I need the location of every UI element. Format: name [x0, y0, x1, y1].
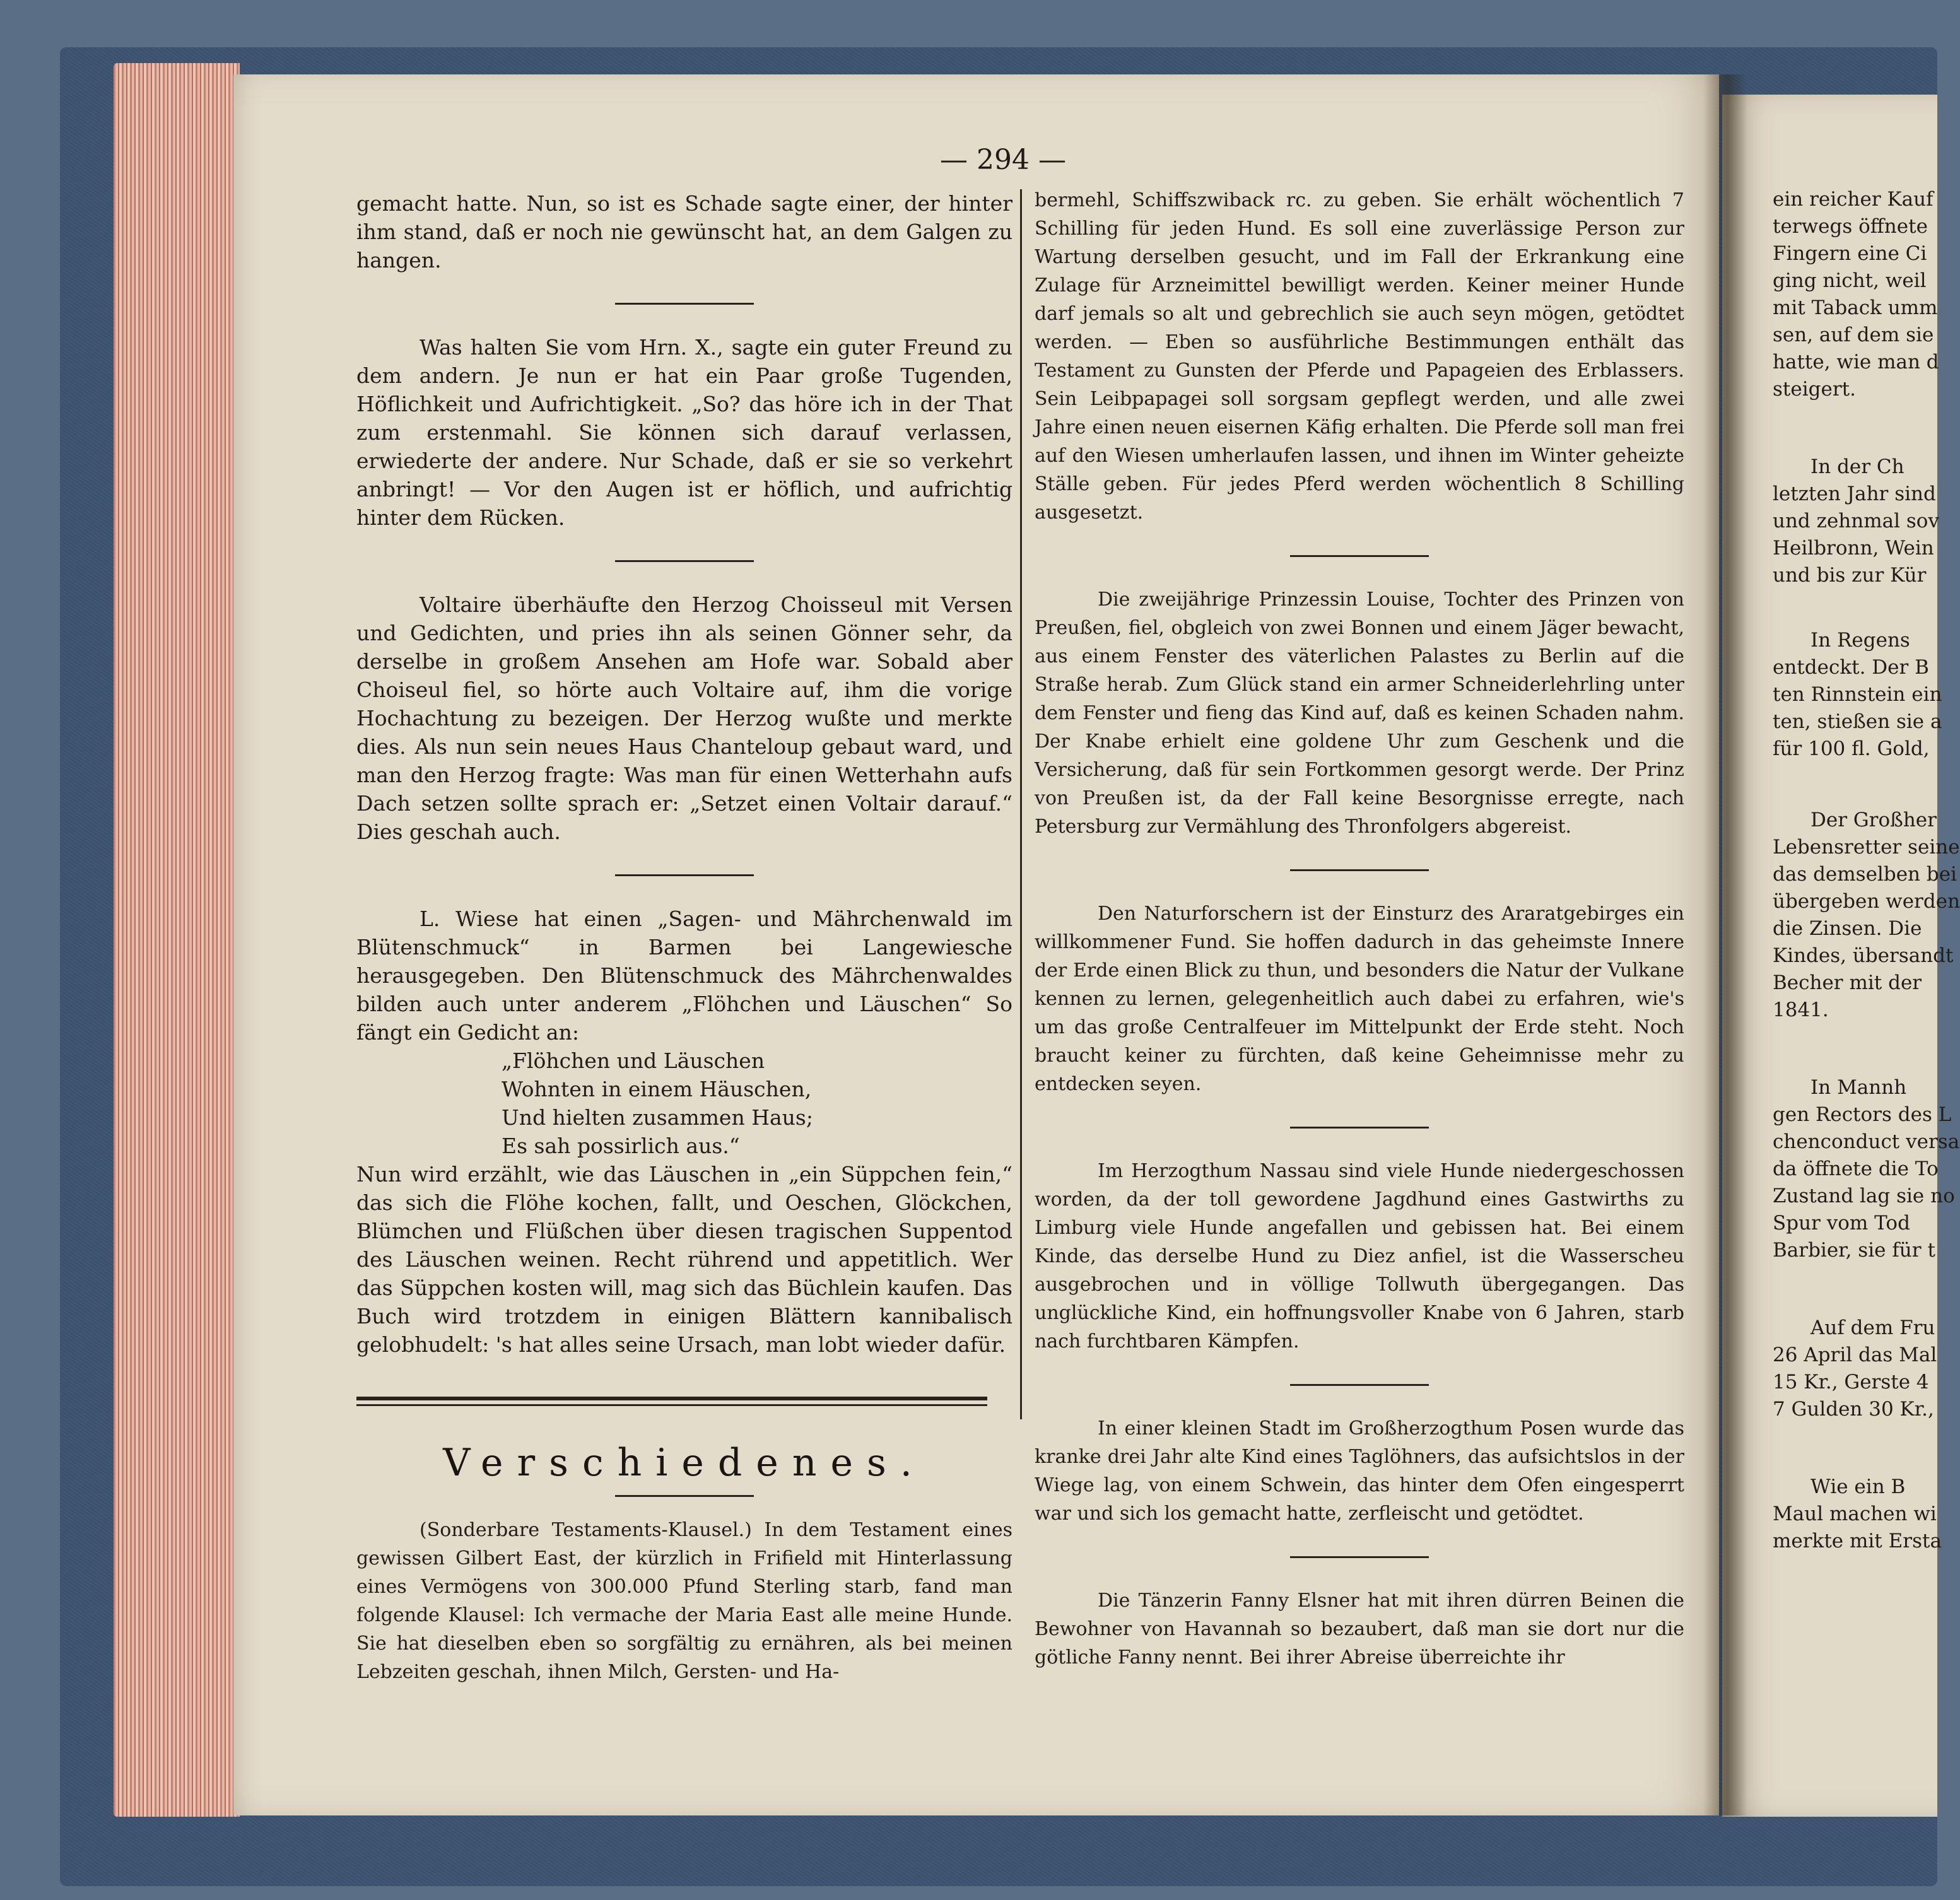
text-line: merkte mit Ersta: [1773, 1530, 1942, 1552]
page-edges: [114, 63, 240, 1817]
text-line: Maul machen wi: [1773, 1503, 1937, 1525]
poem-line: Es sah possirlich aus.“: [502, 1134, 740, 1158]
separator-rule: [1290, 1127, 1429, 1129]
text-line: Fingern eine Ci: [1773, 242, 1927, 265]
separator-rule: [615, 303, 754, 305]
text-line: Becher mit der: [1773, 971, 1922, 994]
column-divider: [1020, 189, 1022, 1419]
paragraph: Die zweijährige Prinzessin Louise, Tochter des Prinzen von Preußen, fiel, obgleich von zwei Bonnen und einem Jäger bewacht, aus einem Fenster des väterlichen Palastes zu Berlin auf die Straße herab. Zum Glück stand ein armer Schneiderlehrling unter dem Fenster und fieng das Kind auf, daß es keinen Schaden nahm. Der Knabe erhielt eine goldene Uhr zum Geschenk und die Versicherung, daß für sein Fortkommen gesorgt werde. Der Prinz von Preußen ist, da der Fall keine Besorgnisse erregte, nach Petersburg zur Vermählung des Thronfolgers abgereist.: [1035, 589, 1684, 838]
text-line: steigert.: [1773, 378, 1856, 401]
separator-rule: [1290, 555, 1429, 557]
text-line: Der Großher: [1810, 809, 1937, 831]
book-gutter: [1703, 74, 1747, 1815]
text-line: Zustand lag sie no: [1773, 1185, 1955, 1207]
paragraph: Was halten Sie vom Hrn. X., sagte ein guter Freund zu dem andern. Je nun er hat ein Paar große Tugenden, Höflichkeit und Aufrichtigkeit. „So? das höre ich in der That zum erstenmahl. Sie können sich darauf verlassen, erwiederte der andere. Nur Schade, daß er sie so verkehrt anbringt! — Vor den Augen ist er höflich, und aufrichtig hinter dem Rücken.: [356, 335, 1012, 530]
section-rule-thin: [356, 1404, 987, 1406]
text-line: Barbier, sie für t: [1773, 1239, 1935, 1262]
text-line: und bis zur Kür: [1773, 564, 1927, 587]
text-line: ten, stießen sie a: [1773, 710, 1942, 733]
text-line: In der Ch: [1810, 455, 1904, 478]
heading-rule: [615, 1495, 754, 1497]
paragraph: Nun wird erzählt, wie das Läuschen in „ein Süppchen fein,“ das sich die Flöhe kochen, fallt, und Oeschen, Glöckchen, Blümchen und Flüßchen über diesen tragischen Suppentod des Läuschen weinen. Recht rührend und appetitlich. Wer das Süppchen kosten will, mag sich das Büchlein kaufen. Das Buch wird trotzdem in einigen Blättern kannibalisch gelobhudelt: 's hat alles seine Ursach, man lobt wieder dafür.: [356, 1162, 1012, 1357]
paragraph: Den Naturforschern ist der Einsturz des Araratgebirges ein willkommener Fund. Sie hoffen dadurch in das geheimste Innere der Erde einen Blick zu thun, und besonders die Natur der Vulkane kennen zu lernen, gelegenheitlich auch dabei zu erfahren, wie's um das große Centralfeuer im Mittelpunkt der Erde steht. Noch braucht keiner zu fürchten, daß keine Geheimnisse mehr zu entdecken seyen.: [1035, 903, 1684, 1095]
paragraph: (Sonderbare Testaments-Klausel.) In dem Testament eines gewissen Gilbert East, der kürzlich in Frifield mit Hinterlassung eines Vermögens von 300.000 Pfund Sterling starb, fand man folgende Klausel: Ich vermache der Maria East alle meine Hunde. Sie hat dieselben eben so sorgfältig zu ernähren, als bei meinen Lebzeiten geschah, ihnen Milch, Gersten- und Ha-: [356, 1519, 1012, 1683]
paragraph: Voltaire überhäufte den Herzog Choisseul mit Versen und Gedichten, und pries ihn als seinen Gönner sehr, da derselbe in großem Ansehen am Hofe war. Sobald aber Choiseul fiel, so hörte auch Voltaire auf, ihm die vorige Hochachtung zu bezeigen. Der Herzog wußte und merkte dies. Als nun sein neues Haus Chanteloup gebaut ward, und man den Herzog fragte: Was man für einen Wetterhahn aufs Dach setzen sollte sprach er: „Setzet einen Voltair darauf.“ Dies geschah auch.: [356, 592, 1012, 844]
text-line: 26 April das Mal: [1773, 1344, 1937, 1366]
text-line: In Regens: [1810, 629, 1910, 652]
text-line: für 100 fl. Gold,: [1773, 737, 1930, 760]
text-line: Wie ein B: [1810, 1475, 1906, 1498]
text-line: Spur vom Tod: [1773, 1212, 1910, 1234]
separator-rule: [1290, 1556, 1429, 1558]
text-line: die Zinsen. Die: [1773, 917, 1922, 940]
text-line: 1841.: [1773, 999, 1829, 1021]
text-line: Heilbronn, Wein: [1773, 537, 1934, 560]
separator-rule: [1290, 869, 1429, 871]
text-line: übergeben werden: [1773, 890, 1960, 913]
separator-rule: [1290, 1384, 1429, 1386]
text-line: da öffnete die To: [1773, 1158, 1939, 1180]
text-line: 15 Kr., Gerste 4: [1773, 1371, 1929, 1393]
text-line: 7 Gulden 30 Kr.,: [1773, 1398, 1934, 1421]
text-line: mit Taback umm: [1773, 296, 1938, 319]
section-heading: Verschiedenes.: [443, 1441, 926, 1485]
poem-line: Wohnten in einem Häuschen,: [502, 1077, 812, 1101]
text-line: Auf dem Fru: [1810, 1317, 1935, 1339]
paragraph: Im Herzogthum Nassau sind viele Hunde niedergeschossen worden, da der toll gewordene Jagdhund eines Gastwirths zu Limburg viele Hunde angefallen und gebissen hat. Bei einem Kinde, das derselbe Hund zu Diez anfiel, ist die Wasserscheu ausgebrochen und in völlige Tollwuth übergegangen. Das unglückliche Kind, ein hoffnungsvoller Knabe von 6 Jahren, starb nach furchtbaren Kämpfen.: [1035, 1160, 1684, 1352]
text-line: hatte, wie man d: [1773, 351, 1939, 373]
poem-line: Und hielten zusammen Haus;: [502, 1105, 813, 1130]
text-line: ten Rinnstein ein: [1773, 683, 1942, 706]
text-line: ging nicht, weil: [1773, 269, 1927, 292]
separator-rule: [615, 560, 754, 562]
text-line: chenconduct versa: [1773, 1130, 1960, 1153]
page-number: — 294 —: [940, 144, 1066, 176]
text-line: Lebensretter seine: [1773, 836, 1960, 859]
right-column-fragment: [1773, 186, 1960, 1555]
poem: [356, 1047, 1012, 1160]
text-line: Kindes, übersandt: [1773, 944, 1954, 967]
text-line: sen, auf dem sie: [1773, 324, 1934, 346]
text-line: das demselben bei: [1773, 863, 1957, 886]
text-line: und zehnmal sov: [1773, 510, 1939, 532]
paragraph: bermehl, Schiffszwiback rc. zu geben. Sie erhält wöchentlich 7 Schilling für jeden Hund. Es soll eine zuverlässige Person zur Wartung derselben gesucht, und im Fall der Erkrankung eine Zulage für Arzneimittel bewilligt werden. Keiner meiner Hunde darf jemals so alt und gebrechlich sie auch seyn mögen, getödtet werden. — Eben so ausführliche Bestimmungen enthält das Testament zu Gunsten der Pferde und Papageien des Erblassers. Sein Leibpapagei soll sorgsam gepflegt werden, und alle zwei Jahre einen neuen eisernen Käfig erhalten. Die Pferde soll man frei auf den Wiesen umherlaufen lassen, und ihnen im Winter geheizte Ställe geben. Für jedes Pferd werden wöchentlich 8 Schilling ausgesetzt.: [1035, 189, 1684, 524]
separator-rule: [615, 874, 754, 876]
middle-column: [1035, 186, 1684, 1672]
text-line: ein reicher Kauf: [1773, 188, 1934, 211]
text-line: entdeckt. Der B: [1773, 656, 1929, 679]
left-column: [356, 189, 1012, 1686]
text-line: letzten Jahr sind: [1773, 483, 1936, 505]
paragraph: gemacht hatte. Nun, so ist es Schade sagte einer, der hinter ihm stand, daß er noch nie gewünscht hat, an dem Galgen zu hangen.: [356, 191, 1012, 273]
text-line: In Mannh: [1810, 1076, 1907, 1099]
paragraph: In einer kleinen Stadt im Großherzogthum Posen wurde das kranke drei Jahr alte Kind eines Taglöhners, das aufsichtslos in der Wiege lag, von einem Schwein, das hinter dem Ofen eingesperrt war und sich los gemacht hatte, zerfleischt und getödtet.: [1035, 1417, 1684, 1525]
paragraph: Die Tänzerin Fanny Elsner hat mit ihren dürren Beinen die Bewohner von Havannah so bezaubert, daß man sie dort nur die götliche Fanny nennt. Bei ihrer Abreise überreichte ihr: [1035, 1590, 1684, 1668]
text-line: gen Rectors des L: [1773, 1103, 1952, 1126]
paragraph: L. Wiese hat einen „Sagen- und Mährchenwald im Blütenschmuck“ in Barmen bei Langewiesche herausgegeben. Den Blütenschmuck des Mährchenwaldes bilden auch unter anderem „Flöhchen und Läuschen“ So fängt ein Gedicht an:: [356, 906, 1012, 1045]
poem-line: „Flöhchen und Läuschen: [502, 1048, 765, 1073]
text-line: terwegs öffnete: [1773, 215, 1928, 238]
section-rule-thick: [356, 1397, 987, 1400]
